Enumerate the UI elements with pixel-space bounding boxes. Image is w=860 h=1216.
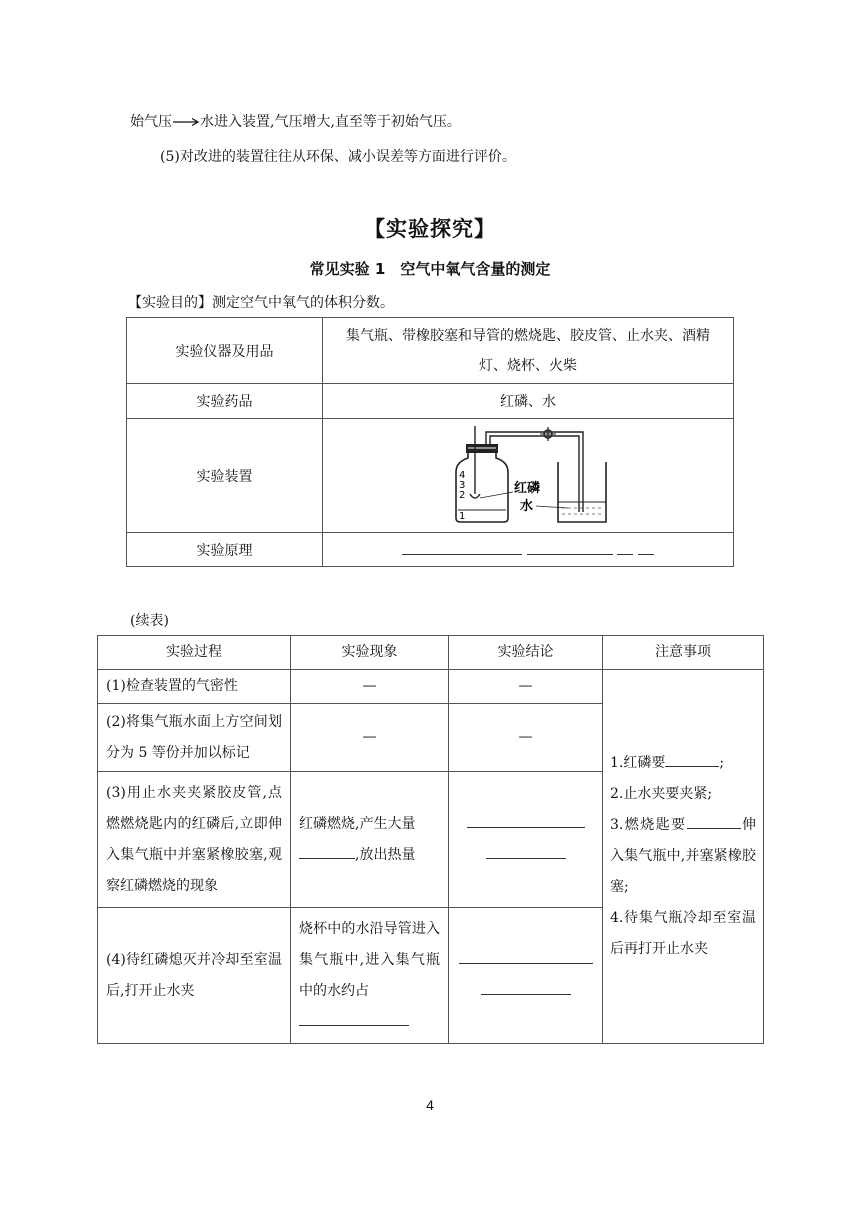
apparatus-diagram-cell <box>323 419 734 533</box>
row-label: 实验药品 <box>127 384 323 419</box>
column-header: 注意事项 <box>603 636 764 670</box>
table-row <box>127 384 734 419</box>
row-label: 实验原理 <box>127 533 323 567</box>
experiment-purpose: 【实验目的】测定空气中氧气的体积分数。 <box>128 295 394 311</box>
conclusion-cell: — <box>449 704 603 772</box>
phenomenon-cell: 烧杯中的水沿导管进入集气瓶中,进入集气瓶中的水约占 <box>291 908 449 1044</box>
column-header: 实验现象 <box>291 636 449 670</box>
note-2: 2.止水夹要夹紧; <box>610 786 713 802</box>
procedure-table <box>97 635 764 1044</box>
process-cell: (2)将集气瓶水面上方空间划分为 5 等份并加以标记 <box>98 704 291 772</box>
arrow-icon <box>173 117 199 127</box>
process-cell: (4)待红磷熄灭并冷却至室温后,打开止水夹 <box>98 908 291 1044</box>
intro-line-1-end: 水进入装置,气压增大,直至等于初始气压。 <box>200 114 461 130</box>
intro-line-1 <box>130 111 461 131</box>
intro-line-2: (5)对改进的装置往往从环保、减小误差等方面进行评价。 <box>160 149 516 165</box>
row-label: 实验装置 <box>127 419 323 533</box>
phenomenon-cell: — <box>291 704 449 772</box>
mark-label: 4 <box>459 469 466 481</box>
column-header: 实验结论 <box>449 636 603 670</box>
conclusion-blank <box>449 908 603 1044</box>
table-header-row <box>98 636 764 670</box>
note-3: 3.燃烧匙要 伸入集气瓶中,并塞紧橡胶塞; <box>610 810 756 903</box>
note-4: 4.待集气瓶冷却至室温后再打开止水夹 <box>610 910 756 957</box>
column-header: 实验过程 <box>98 636 291 670</box>
notes-cell <box>603 670 764 1044</box>
mark-label: 2 <box>459 489 466 501</box>
principle-blank <box>323 533 734 567</box>
row-label: 实验仪器及用品 <box>127 318 323 384</box>
phenomenon-cell: — <box>291 670 449 704</box>
mark-label: 1 <box>459 510 466 522</box>
row-value: 红磷、水 <box>323 384 734 419</box>
process-cell: (3)用止水夹夹紧胶皮管,点燃燃烧匙内的红磷后,立即伸入集气瓶中并塞紧橡胶塞,观察红磷燃烧的现象 <box>98 772 291 908</box>
conclusion-blank <box>449 772 603 908</box>
intro-line-1-start: 始气压 <box>130 114 172 130</box>
apparatus-diagram <box>428 422 628 530</box>
note-1: 1.红磷要 ; <box>610 748 756 779</box>
continued-label: (续表) <box>130 613 169 629</box>
mark-label: 3 <box>459 479 466 491</box>
red-phosphorus-label: 红磷 <box>514 480 541 496</box>
water-label: 水 <box>520 498 534 514</box>
experiment-title: 常见实验 1 空气中氧气含量的测定 <box>309 260 551 278</box>
conclusion-cell: — <box>449 670 603 704</box>
section-title: 【实验探究】 <box>364 217 496 241</box>
process-cell: (1)检查装置的气密性 <box>98 670 291 704</box>
phenomenon-cell: 红磷燃烧,产生大量 ,放出热量 <box>291 772 449 908</box>
table-row <box>98 670 764 704</box>
table-row <box>127 533 734 567</box>
page-number: 4 <box>426 1097 434 1113</box>
table-row <box>127 318 734 384</box>
table-row <box>127 419 734 533</box>
row-value: 集气瓶、带橡胶塞和导管的燃烧匙、胶皮管、止水夹、酒精灯、烧杯、火柴 <box>323 318 734 384</box>
apparatus-table <box>126 317 734 567</box>
